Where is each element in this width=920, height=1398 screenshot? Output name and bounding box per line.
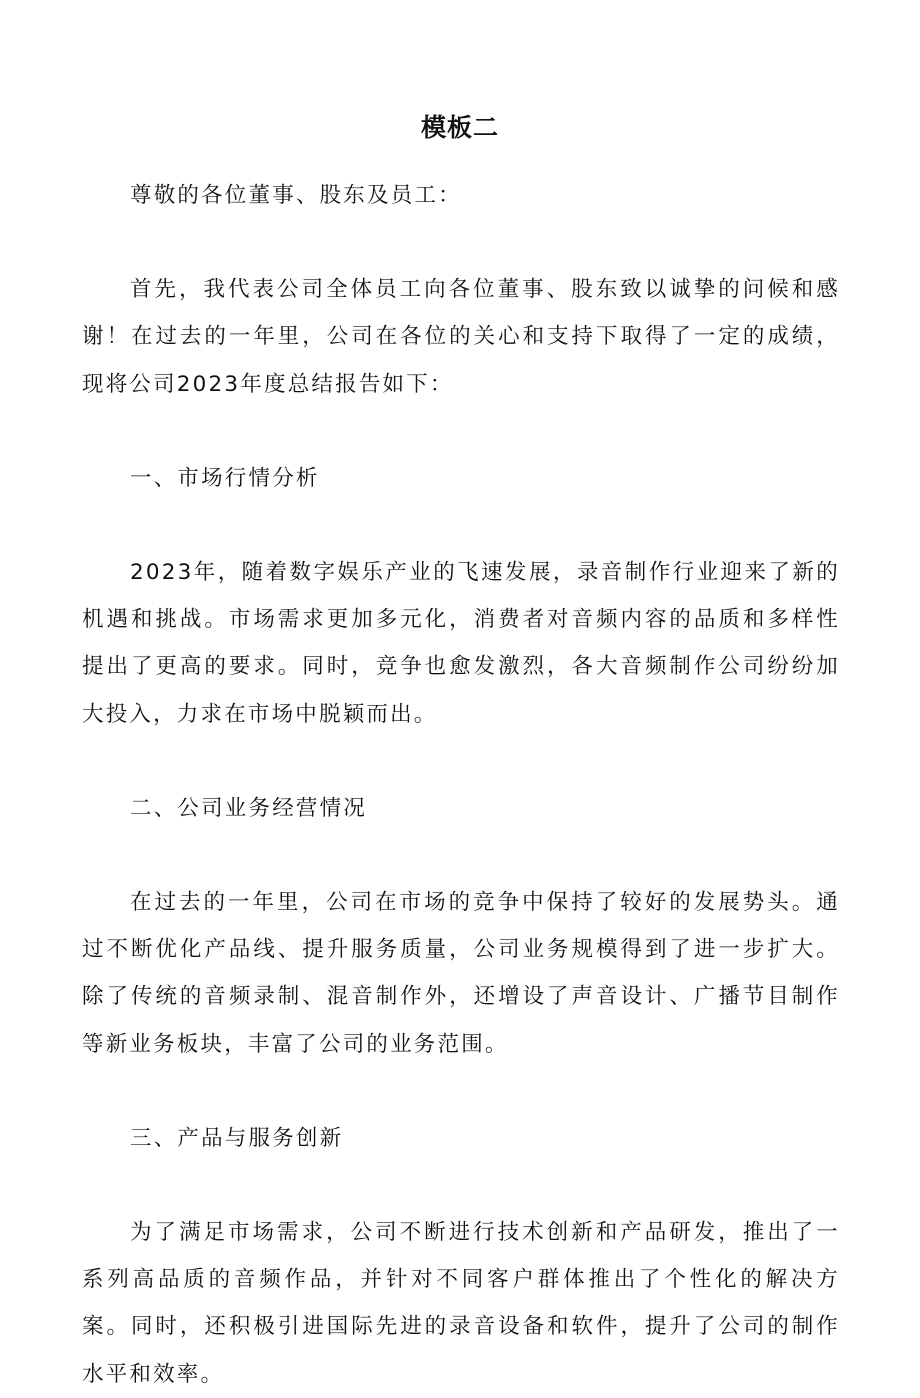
paragraph-spacer (82, 408, 840, 455)
intro-paragraph: 首先，我代表公司全体员工向各位董事、股东致以诚挚的问候和感谢！在过去的一年里，公司在各位的关心和支持下取得了一定的成绩，现将公司2023年度总结报告如下： (82, 277, 840, 397)
paragraph-spacer (82, 502, 840, 549)
document-title: 模板二 (420, 113, 499, 142)
document-body (82, 172, 840, 1398)
section-heading-market: 一、市场行情分析 (130, 465, 320, 491)
paragraph-spacer (82, 738, 840, 785)
paragraph-spacer (82, 832, 840, 879)
paragraph-spacer (82, 1068, 840, 1115)
paragraph-spacer (82, 1162, 840, 1209)
paragraph-spacer (82, 219, 840, 266)
section-body-market: 2023年，随着数字娱乐产业的飞速发展，录音制作行业迎来了新的机遇和挑战。市场需求更加多元化，消费者对音频内容的品质和多样性提出了更高的要求。同时，竞争也愈发激烈，各大音频制作公司纷纷加大投入，力求在市场中脱颖而出。 (82, 560, 840, 727)
section-body-operations: 在过去的一年里，公司在市场的竞争中保持了较好的发展势头。通过不断优化产品线、提升服务质量，公司业务规模得到了进一步扩大。除了传统的音频录制、混音制作外，还增设了声音设计、广播节目制作等新业务板块，丰富了公司的业务范围。 (82, 890, 840, 1057)
section-body-innovation: 为了满足市场需求，公司不断进行技术创新和产品研发，推出了一系列高品质的音频作品，并针对不同客户群体推出了个性化的解决方案。同时，还积极引进国际先进的录音设备和软件，提升了公司的制作水平和效率。 (82, 1220, 840, 1387)
salutation: 尊敬的各位董事、股东及员工： (130, 183, 462, 208)
section-heading-operations: 二、公司业务经营情况 (130, 795, 368, 821)
section-heading-innovation: 三、产品与服务创新 (130, 1125, 344, 1151)
